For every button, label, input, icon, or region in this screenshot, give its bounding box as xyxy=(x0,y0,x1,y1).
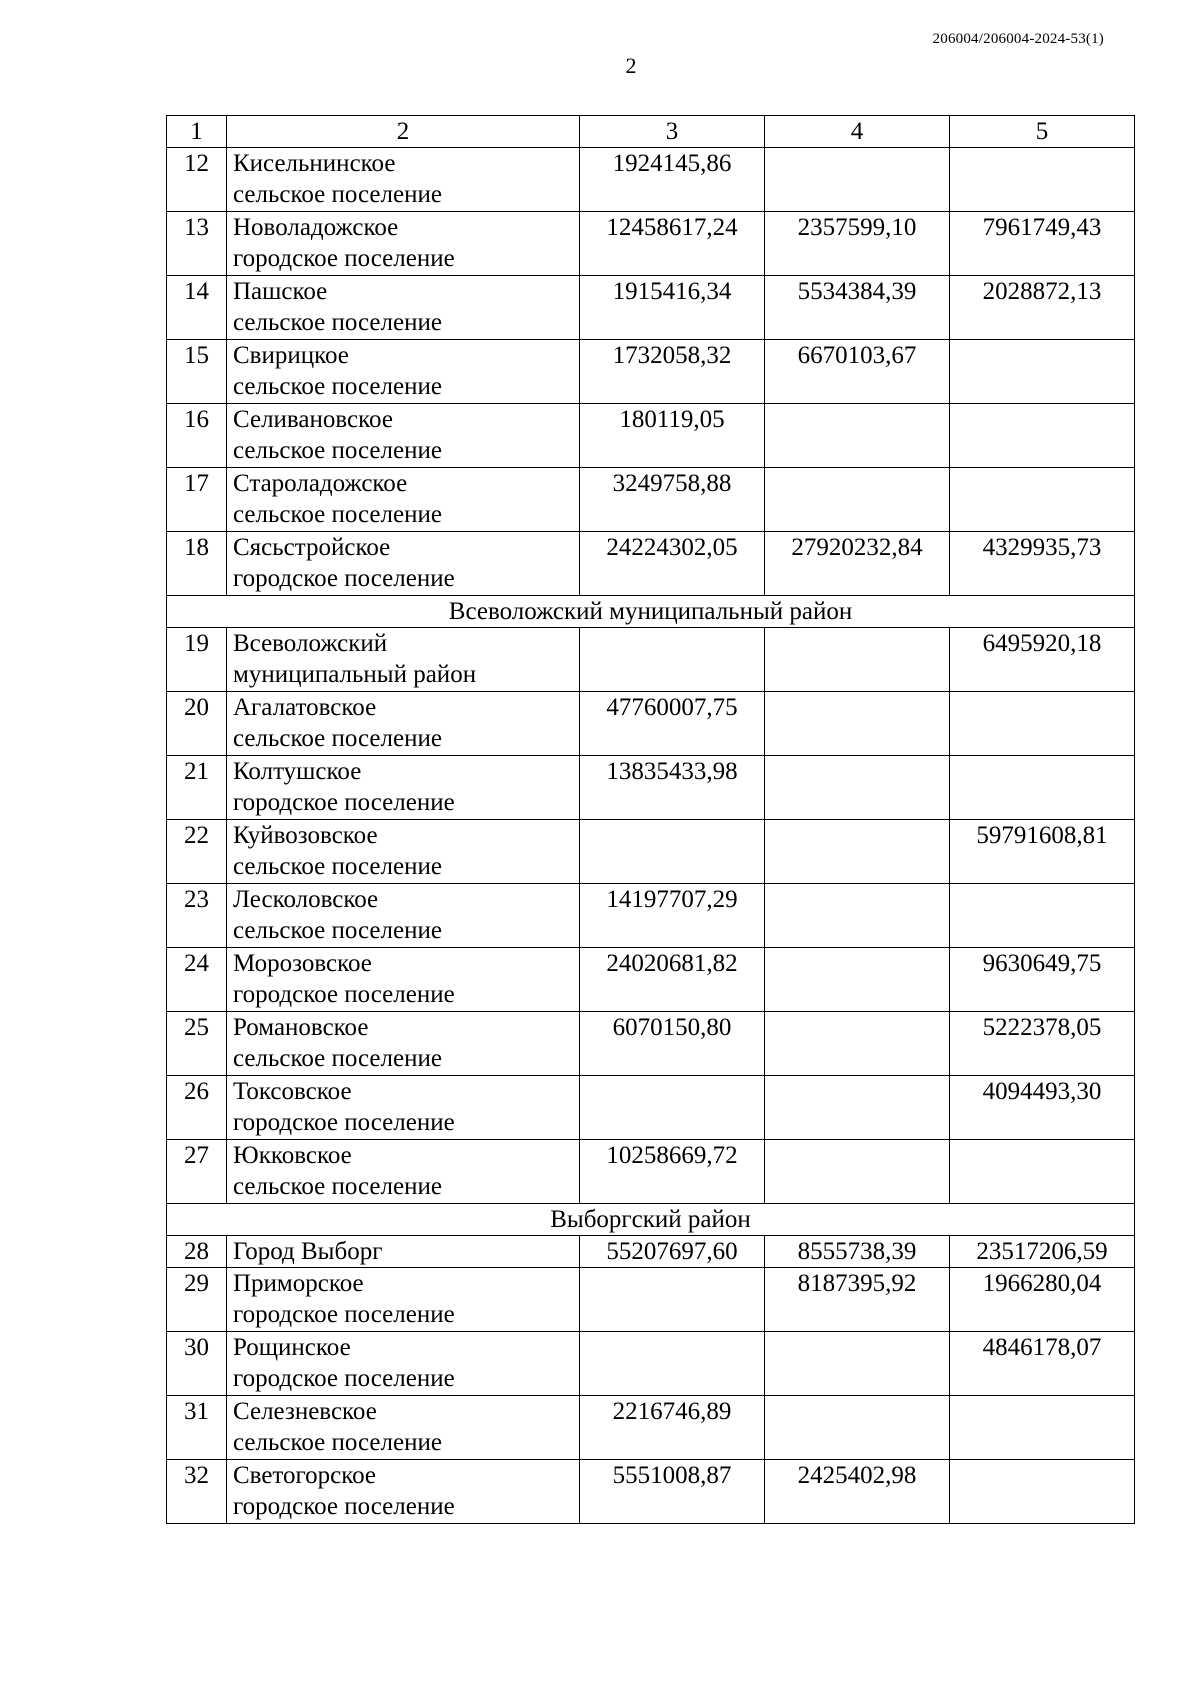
table-row xyxy=(167,212,1135,276)
value-cell-col4 xyxy=(765,756,950,820)
table-row xyxy=(167,756,1135,820)
municipality-name-cell: Рощинское городское поселение xyxy=(227,1332,580,1396)
column-header: 3 xyxy=(580,116,765,148)
row-number-cell: 29 xyxy=(167,1268,227,1332)
municipality-name-cell: Всеволожский муниципальный район xyxy=(227,628,580,692)
value-cell-col3 xyxy=(580,820,765,884)
municipality-name-cell: Сясьстройское городское поселение xyxy=(227,532,580,596)
value-cell-col4: 8555738,39 xyxy=(765,1236,950,1268)
row-number-cell: 13 xyxy=(167,212,227,276)
row-number-cell: 24 xyxy=(167,948,227,1012)
value-cell-col5 xyxy=(950,148,1135,212)
municipality-name-cell: Кисельнинское сельское поселение xyxy=(227,148,580,212)
column-header: 2 xyxy=(227,116,580,148)
table-row xyxy=(167,1140,1135,1204)
value-cell-col5: 4094493,30 xyxy=(950,1076,1135,1140)
table-row xyxy=(167,692,1135,756)
table-row xyxy=(167,948,1135,1012)
municipality-name-cell: Токсовское городское поселение xyxy=(227,1076,580,1140)
value-cell-col5: 6495920,18 xyxy=(950,628,1135,692)
table-row xyxy=(167,1076,1135,1140)
value-cell-col4 xyxy=(765,1396,950,1460)
value-cell-col3: 3249758,88 xyxy=(580,468,765,532)
row-number-cell: 12 xyxy=(167,148,227,212)
value-cell-col5: 4846178,07 xyxy=(950,1332,1135,1396)
table-row xyxy=(167,404,1135,468)
value-cell-col5 xyxy=(950,884,1135,948)
row-number-cell: 23 xyxy=(167,884,227,948)
municipality-name-cell: Пашское сельское поселение xyxy=(227,276,580,340)
value-cell-col4 xyxy=(765,1332,950,1396)
value-cell-col4 xyxy=(765,404,950,468)
value-cell-col5 xyxy=(950,756,1135,820)
row-number-cell: 14 xyxy=(167,276,227,340)
table-row xyxy=(167,1012,1135,1076)
value-cell-col4 xyxy=(765,1012,950,1076)
value-cell-col5 xyxy=(950,468,1135,532)
row-number-cell: 31 xyxy=(167,1396,227,1460)
municipality-name-cell: Куйвозовское сельское поселение xyxy=(227,820,580,884)
municipality-name-cell: Приморское городское поселение xyxy=(227,1268,580,1332)
value-cell-col4: 6670103,67 xyxy=(765,340,950,404)
value-cell-col3: 47760007,75 xyxy=(580,692,765,756)
column-header: 1 xyxy=(167,116,227,148)
table-row xyxy=(167,532,1135,596)
value-cell-col3: 1924145,86 xyxy=(580,148,765,212)
table-row xyxy=(167,1332,1135,1396)
column-header: 4 xyxy=(765,116,950,148)
table-row xyxy=(167,884,1135,948)
row-number-cell: 20 xyxy=(167,692,227,756)
section-title: Всеволожский муниципальный район xyxy=(167,596,1135,628)
row-number-cell: 16 xyxy=(167,404,227,468)
municipality-name-cell: Селезневское сельское поселение xyxy=(227,1396,580,1460)
document-id: 206004/206004-2024-53(1) xyxy=(932,31,1104,47)
value-cell-col3: 2216746,89 xyxy=(580,1396,765,1460)
row-number-cell: 19 xyxy=(167,628,227,692)
value-cell-col3: 55207697,60 xyxy=(580,1236,765,1268)
value-cell-col5: 9630649,75 xyxy=(950,948,1135,1012)
municipality-name-cell: Агалатовское сельское поселение xyxy=(227,692,580,756)
municipality-name-cell: Староладожское сельское поселение xyxy=(227,468,580,532)
value-cell-col3: 12458617,24 xyxy=(580,212,765,276)
value-cell-col4 xyxy=(765,948,950,1012)
value-cell-col4: 2425402,98 xyxy=(765,1460,950,1524)
value-cell-col3: 1915416,34 xyxy=(580,276,765,340)
row-number-cell: 17 xyxy=(167,468,227,532)
data-table xyxy=(166,115,1135,1524)
value-cell-col5: 59791608,81 xyxy=(950,820,1135,884)
column-header: 5 xyxy=(950,116,1135,148)
row-number-cell: 25 xyxy=(167,1012,227,1076)
value-cell-col5: 4329935,73 xyxy=(950,532,1135,596)
municipality-name-cell: Город Выборг xyxy=(227,1236,580,1268)
table-row xyxy=(167,1396,1135,1460)
table-row xyxy=(167,468,1135,532)
value-cell-col3: 1732058,32 xyxy=(580,340,765,404)
value-cell-col4: 2357599,10 xyxy=(765,212,950,276)
row-number-cell: 32 xyxy=(167,1460,227,1524)
value-cell-col3: 5551008,87 xyxy=(580,1460,765,1524)
table-row xyxy=(167,148,1135,212)
value-cell-col4 xyxy=(765,1140,950,1204)
table-row xyxy=(167,1268,1135,1332)
value-cell-col3: 13835433,98 xyxy=(580,756,765,820)
page-number: 2 xyxy=(625,53,637,78)
table-row xyxy=(167,820,1135,884)
value-cell-col5: 1966280,04 xyxy=(950,1268,1135,1332)
section-title: Выборгский район xyxy=(167,1204,1135,1236)
value-cell-col3 xyxy=(580,1076,765,1140)
value-cell-col5 xyxy=(950,404,1135,468)
value-cell-col3: 24224302,05 xyxy=(580,532,765,596)
section-header-row xyxy=(167,596,1135,628)
value-cell-col5: 7961749,43 xyxy=(950,212,1135,276)
value-cell-col5 xyxy=(950,1396,1135,1460)
row-number-cell: 26 xyxy=(167,1076,227,1140)
table-row xyxy=(167,340,1135,404)
municipality-name-cell: Романовское сельское поселение xyxy=(227,1012,580,1076)
municipality-name-cell: Колтушское городское поселение xyxy=(227,756,580,820)
table-row xyxy=(167,1460,1135,1524)
value-cell-col3 xyxy=(580,1268,765,1332)
value-cell-col4: 27920232,84 xyxy=(765,532,950,596)
value-cell-col5 xyxy=(950,692,1135,756)
value-cell-col4 xyxy=(765,692,950,756)
value-cell-col5: 5222378,05 xyxy=(950,1012,1135,1076)
municipality-name-cell: Юкковское сельское поселение xyxy=(227,1140,580,1204)
table-row xyxy=(167,628,1135,692)
section-header-row xyxy=(167,1204,1135,1236)
row-number-cell: 27 xyxy=(167,1140,227,1204)
value-cell-col5: 23517206,59 xyxy=(950,1236,1135,1268)
value-cell-col4 xyxy=(765,468,950,532)
value-cell-col3: 14197707,29 xyxy=(580,884,765,948)
row-number-cell: 18 xyxy=(167,532,227,596)
value-cell-col4: 8187395,92 xyxy=(765,1268,950,1332)
row-number-cell: 28 xyxy=(167,1236,227,1268)
municipality-name-cell: Морозовское городское поселение xyxy=(227,948,580,1012)
table-body xyxy=(167,116,1135,1524)
value-cell-col4 xyxy=(765,820,950,884)
municipality-name-cell: Лесколовское сельское поселение xyxy=(227,884,580,948)
value-cell-col5 xyxy=(950,1140,1135,1204)
row-number-cell: 15 xyxy=(167,340,227,404)
table-row xyxy=(167,1236,1135,1268)
value-cell-col4 xyxy=(765,628,950,692)
value-cell-col5 xyxy=(950,1460,1135,1524)
value-cell-col4 xyxy=(765,884,950,948)
value-cell-col5 xyxy=(950,340,1135,404)
value-cell-col4 xyxy=(765,148,950,212)
value-cell-col3 xyxy=(580,1332,765,1396)
value-cell-col3: 24020681,82 xyxy=(580,948,765,1012)
value-cell-col3 xyxy=(580,628,765,692)
municipality-name-cell: Новоладожское городское поселение xyxy=(227,212,580,276)
municipality-name-cell: Свирицкое сельское поселение xyxy=(227,340,580,404)
value-cell-col5: 2028872,13 xyxy=(950,276,1135,340)
value-cell-col3: 180119,05 xyxy=(580,404,765,468)
row-number-cell: 22 xyxy=(167,820,227,884)
municipality-name-cell: Селивановское сельское поселение xyxy=(227,404,580,468)
municipality-name-cell: Светогорское городское поселение xyxy=(227,1460,580,1524)
row-number-cell: 21 xyxy=(167,756,227,820)
value-cell-col3: 10258669,72 xyxy=(580,1140,765,1204)
table-header-row xyxy=(167,116,1135,148)
row-number-cell: 30 xyxy=(167,1332,227,1396)
value-cell-col4: 5534384,39 xyxy=(765,276,950,340)
value-cell-col4 xyxy=(765,1076,950,1140)
value-cell-col3: 6070150,80 xyxy=(580,1012,765,1076)
table-row xyxy=(167,276,1135,340)
